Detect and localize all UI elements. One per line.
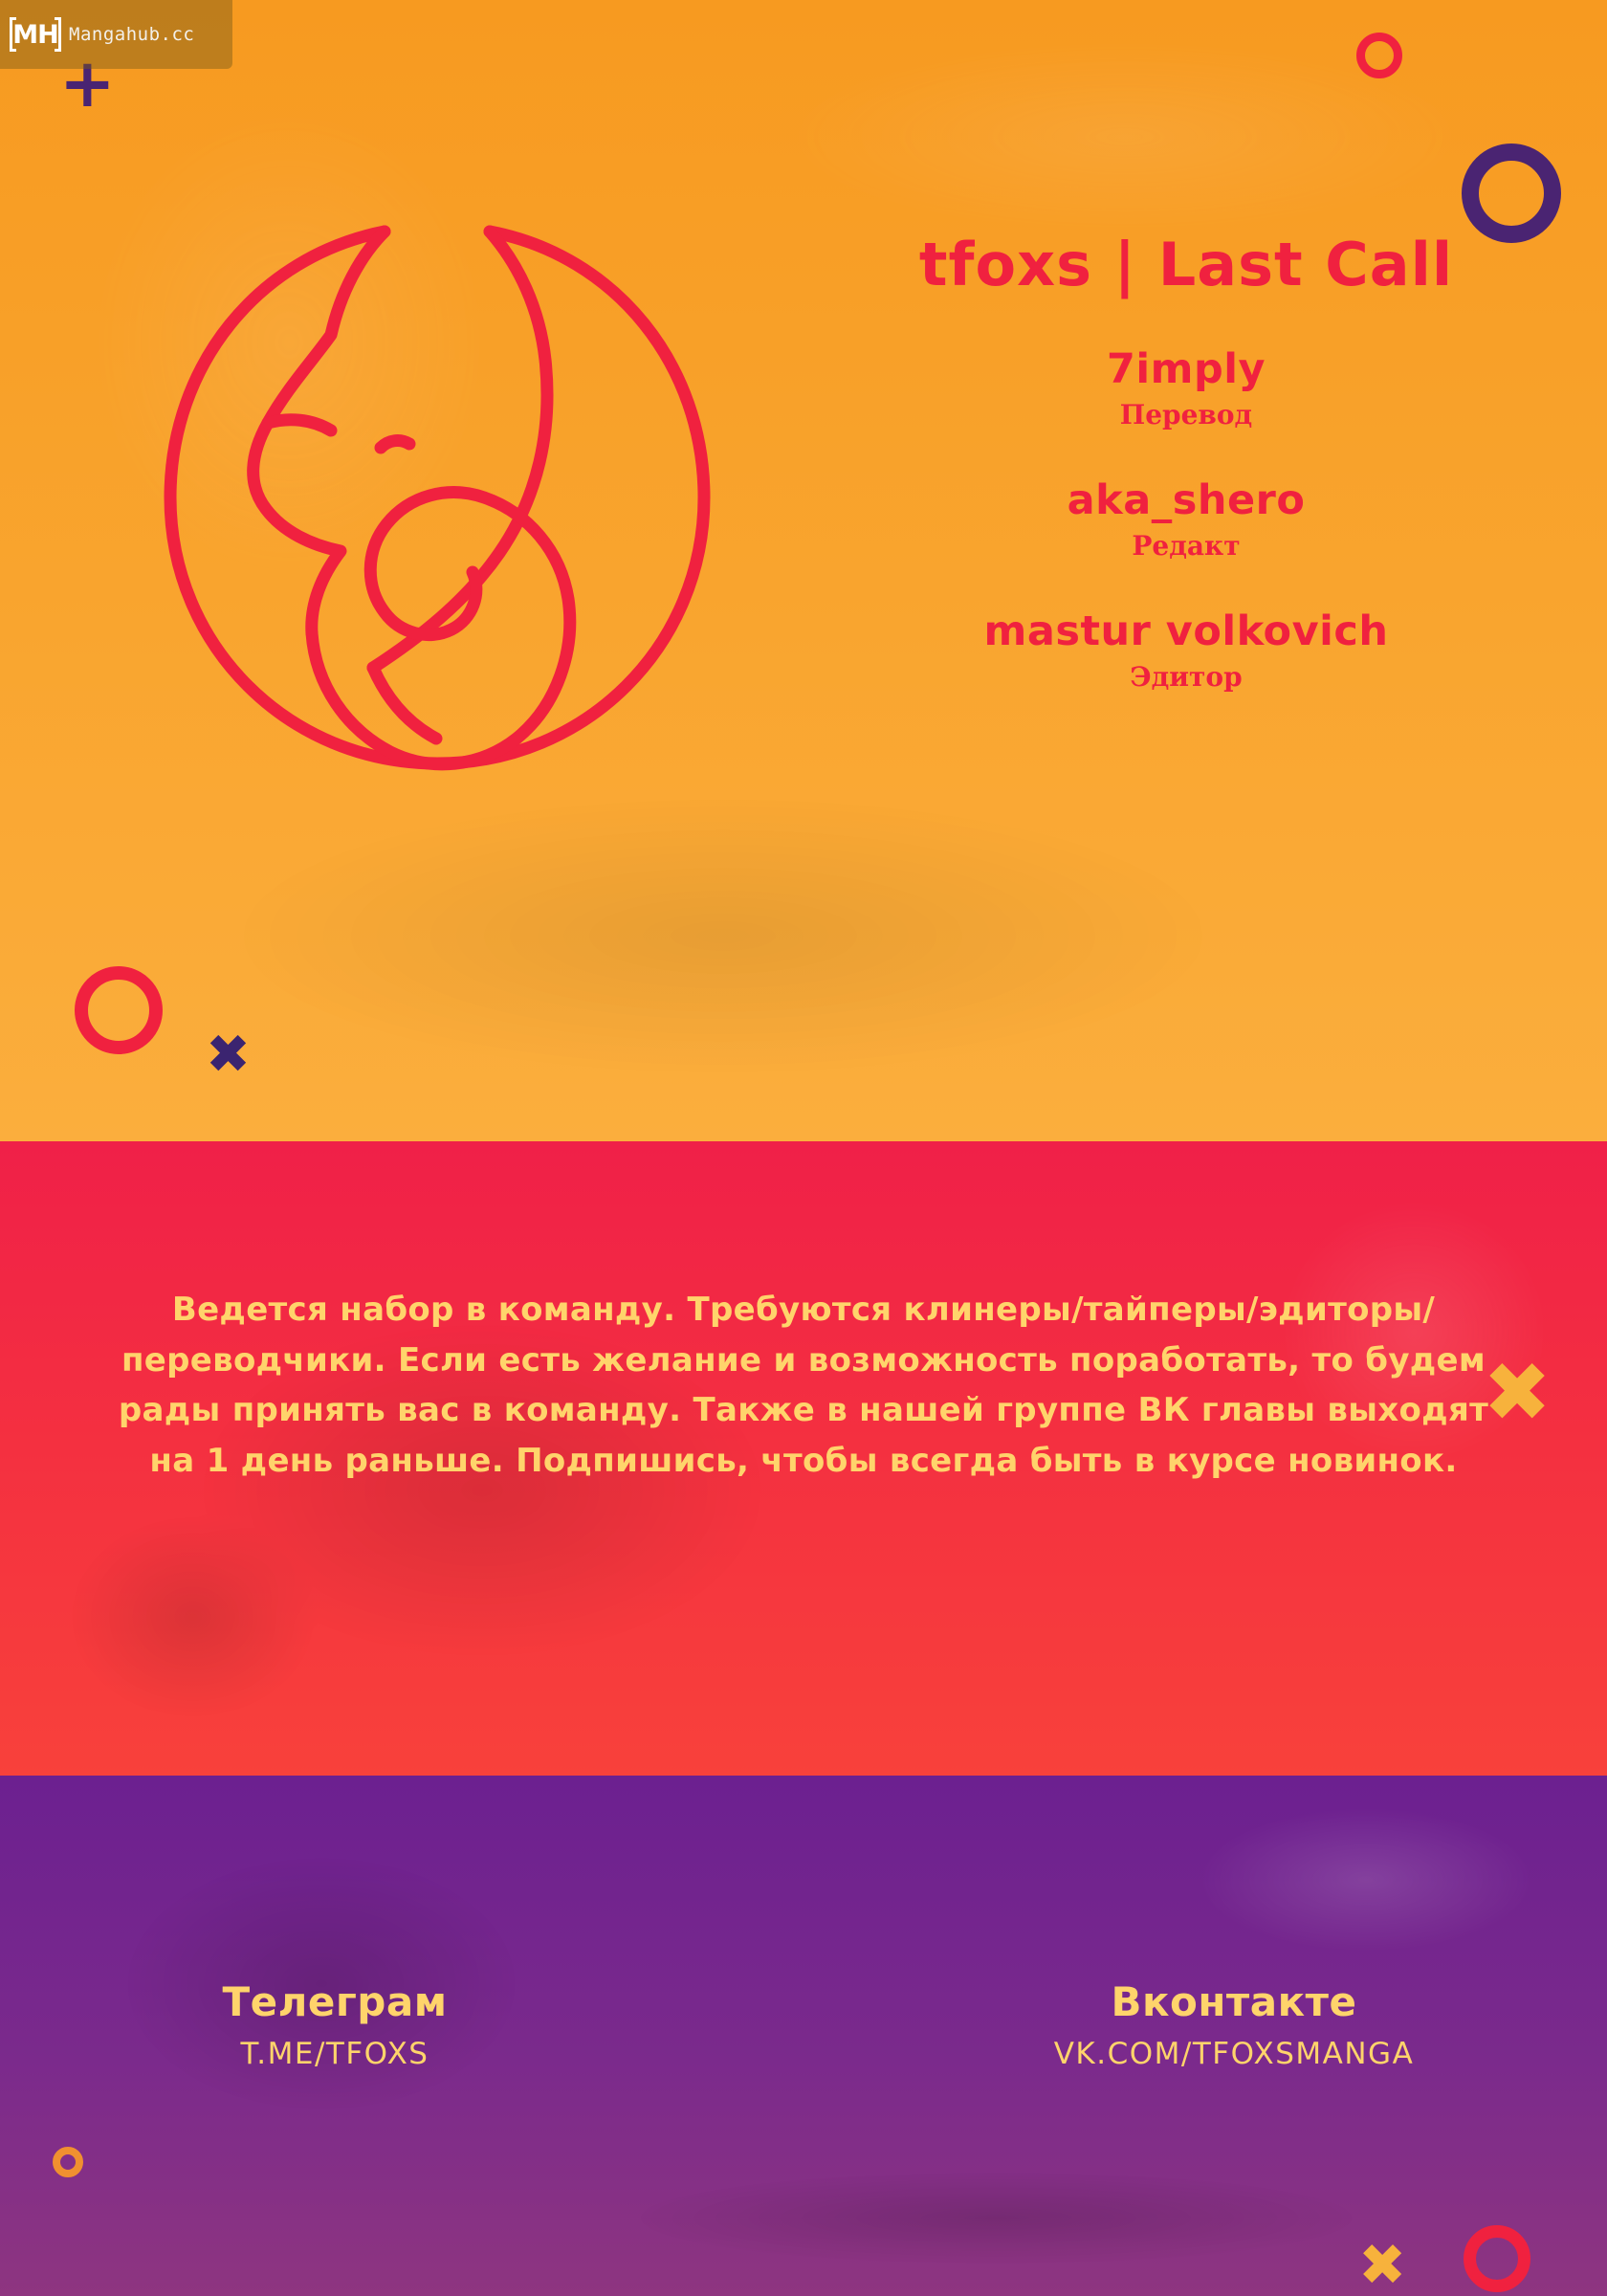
logo-initials: MH [12, 19, 58, 50]
decor-circle-red-bottom [1464, 2225, 1530, 2292]
recruitment-text: Ведется набор в команду. Требуются клинеры/тайперы/эдиторы/переводчики. Если есть желание и возможность поработать, то будем рады принять вас в команду. Также в нашей группе ВК главы выходят на 1 день раньше. Подпишись, чтобы всегда быть в курсе новинок. [118, 1291, 1489, 1481]
decor-x-yellow-bottom: ✖ [1358, 2232, 1407, 2296]
fox-logo-icon [143, 201, 737, 794]
recruitment-band [0, 1141, 1607, 1776]
plus-decoration-icon: + [59, 44, 116, 122]
mangahub-logo-icon [10, 13, 61, 55]
credits-band [0, 0, 1607, 1141]
credit-name: 7imply [1106, 345, 1266, 393]
credit-name: mastur volkovich [983, 607, 1389, 655]
telegram-link[interactable] [0, 1978, 899, 2071]
credits-title: tfoxs | Last Call [918, 230, 1454, 299]
credit-role: Редакт [1132, 530, 1241, 562]
links-row [0, 1978, 1607, 2071]
decor-circle-red-medium [75, 966, 163, 1054]
decor-x-yellow: ✖ [1483, 1345, 1552, 1441]
telegram-url[interactable]: T.ME/TFOXS [240, 2037, 429, 2071]
credit-member [804, 476, 1569, 562]
credit-member [804, 607, 1569, 693]
decor-circle-red-small [1356, 33, 1402, 78]
credits-column [804, 230, 1569, 693]
credit-role: Эдитор [1130, 661, 1243, 693]
watermark-site-name: Mangahub.cc [69, 24, 195, 45]
decor-circle-orange-small [53, 2147, 83, 2177]
site-watermark [0, 0, 232, 69]
links-band [0, 1776, 1607, 2296]
decor-x-purple: ✖ [206, 1024, 251, 1086]
credit-member [804, 345, 1569, 430]
credit-role: Перевод [1119, 399, 1253, 430]
vk-link[interactable] [899, 1978, 1607, 2071]
vk-url[interactable]: VK.COM/TFOXSMANGA [1053, 2037, 1415, 2071]
vk-title: Вконтакте [1111, 1978, 1357, 2025]
credit-name: aka_shero [1067, 476, 1306, 524]
decor-circle-purple-large [1462, 144, 1561, 243]
telegram-title: Телеграм [222, 1978, 448, 2025]
